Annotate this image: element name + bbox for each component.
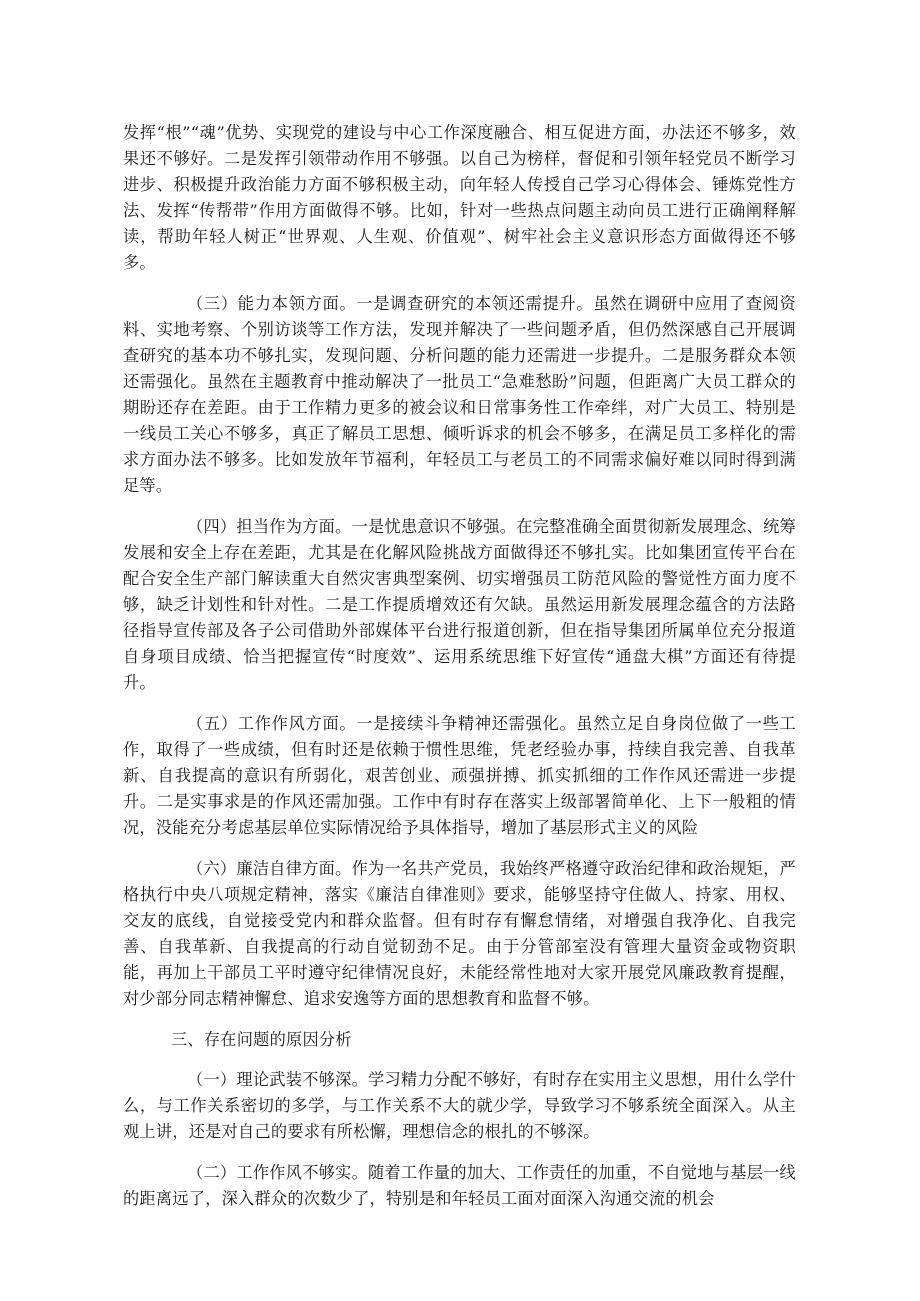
paragraph-theory: （一）理论武装不够深。学习精力分配不够好，有时存在实用主义思想，用什么学什么，与工作关系密切的多学，与工作关系不大的就少学，导致学习不够系统全面深入。从主观上讲，还是对自己的要求有所松懈，理想信念的根扎的不够深。 [123, 1070, 796, 1141]
paragraph-responsibility: （四）担当作为方面。一是忧患意识不够强。在完整准确全面贯彻新发展理念、统筹发展和安全上存在差距，尤其是在化解风险挑战方面做得还不够扎实。比如集团宣传平台在配合安全生产部门解读重大自然灾害典型案例、切实增强员工防范风险的警觉性方面力度不够，缺乏计划性和针对性。二是工作提质增效还有欠缺。虽然运用新发展理念蕴含的方法路径指导宣传部及各子公司借助外部媒体平台进行报道创新，但在指导集团所属单位充分报道自身项目成绩、恰当把握宣传“时度效”、运用系统思维下好宣传“通盘大棋”方面还有待提升。 [123, 517, 796, 692]
paragraph-integrity: （六）廉洁自律方面。作为一名共产党员，我始终严格遵守政治纪律和政治规矩，严格执行中央八项规定精神，落实《廉洁自律准则》要求，能够坚持守住做人、持家、用权、交友的底线，自觉接受党内和群众监督。但有时存有懈怠情绪，对增强自我净化、自我完善、自我革新、自我提高的行动自觉韧劲不足。由于分管部室没有管理大量资金或物资职能，再加上干部员工平时遵守纪律情况良好，未能经常性地对大家开展党风廉政教育提醒，对少部分同志精神懈怠、追求安逸等方面的思想教育和监督不够。 [123, 859, 796, 1008]
paragraph-work-style: （五）工作作风方面。一是接续斗争精神还需强化。虽然立足自身岗位做了一些工作，取得了一些成绩，但有时还是依赖于惯性思维，凭老经验办事，持续自我完善、自我革新、自我提高的意识有所弱化，艰苦创业、顽强拼搏、抓实抓细的工作作风还需进一步提升。二是实事求是的作风还需加强。工作中有时存在落实上级部署简单化、上下一般粗的情况，没能充分考虑基层单位实际情况给予具体指导，增加了基层形式主义的风险 [123, 714, 796, 837]
section-heading-cause-analysis: 三、存在问题的原因分析 [171, 1030, 352, 1049]
paragraph-ability: （三）能力本领方面。一是调查研究的本领还需提升。虽然在调研中应用了查阅资料、实地考察、个别访谈等工作方法，发现并解决了一些问题矛盾，但仍然深感自己开展调查研究的基本功不够扎实，发现问题、分析问题的能力还需进一步提升。二是服务群众本领还需强化。虽然在主题教育中推动解决了一批员工“急难愁盼”问题，但距离广大员工群众的期盼还存在差距。由于工作精力更多的被会议和日常事务性工作牵绊，对广大员工、特别是一线员工关心不够多，真正了解员工思想、倾听诉求的机会不够多，在满足员工多样化的需求方面办法不够多。比如发放年节福利，年轻员工与老员工的不同需求偏好难以同时得到满足等。 [123, 294, 796, 495]
paragraph-work-style-cause: （二）工作作风不够实。随着工作量的加大、工作责任的加重，不自觉地与基层一线的距离远了，深入群众的次数少了，特别是和年轻员工面对面深入沟通交流的机会 [123, 1163, 796, 1208]
paragraph-continuation: 发挥“根”“魂”优势、实现党的建设与中心工作深度融合、相互促进方面，办法还不够多，效果还不够好。二是发挥引领带动作用不够强。以自己为榜样，督促和引领年轻党员不断学习进步、积极提升政治能力方面不够积极主动，向年轻人传授自己学习心得体会、锤炼党性方法、发挥“传帮带”作用方面做得不够。比如，针对一些热点问题主动向员工进行正确阐释解读，帮助年轻人树正“世界观、人生观、价值观”、树牢社会主义意识形态方面做得还不够多。 [123, 123, 796, 272]
document-page [123, 120, 796, 1227]
